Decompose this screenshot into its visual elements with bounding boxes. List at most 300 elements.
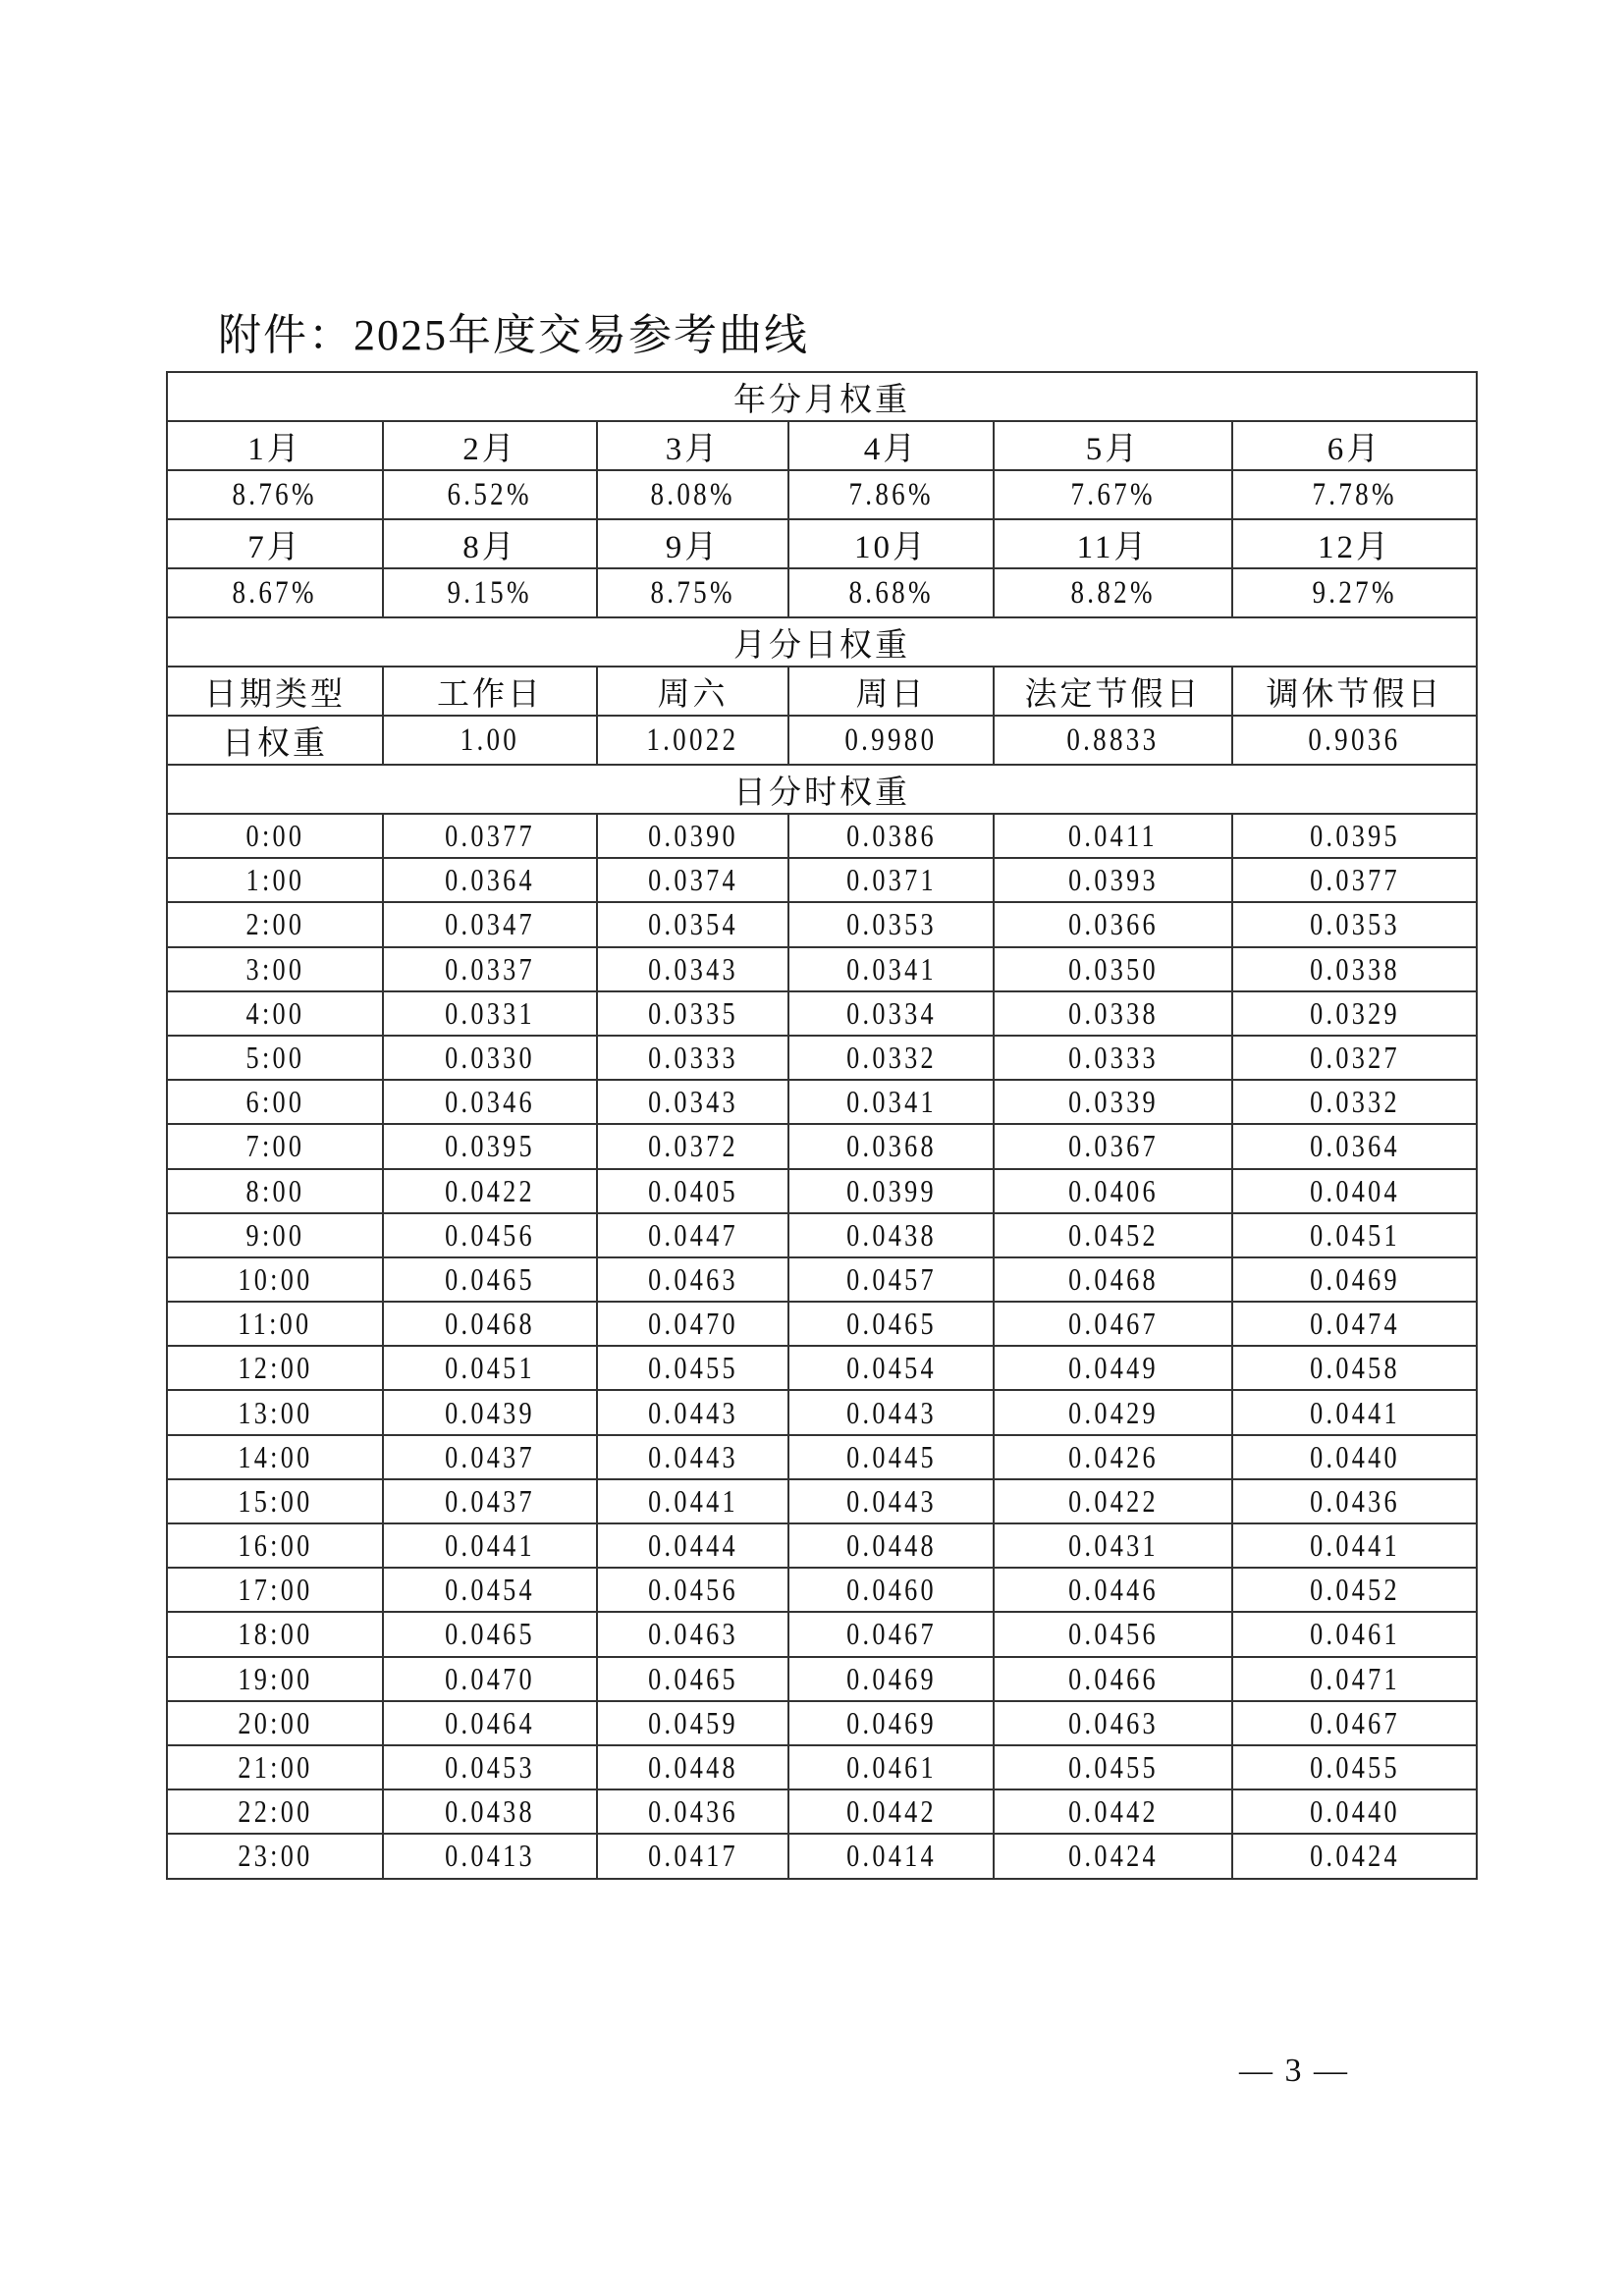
hour-weight-text: 0.0333	[1067, 1040, 1159, 1076]
hour-label-text: 13:00	[237, 1394, 313, 1430]
hour-weight	[383, 1701, 597, 1745]
hour-label-text: 22:00	[237, 1793, 313, 1830]
hour-label-text: 20:00	[237, 1704, 313, 1740]
hour-weight	[788, 1302, 994, 1346]
hour-weight	[1232, 1169, 1477, 1213]
hour-weight-text: 0.0335	[647, 994, 738, 1031]
hour-weight	[383, 947, 597, 991]
month-weight-row	[167, 568, 1477, 617]
hour-label-text: 8:00	[245, 1172, 304, 1208]
month-weight	[788, 568, 994, 617]
hour-weight-text: 0.0470	[445, 1660, 535, 1696]
month-label	[383, 421, 597, 470]
hour-weight	[788, 1789, 994, 1834]
hour-weight-text: 0.0452	[1067, 1216, 1159, 1253]
hour-weight-text: 0.0424	[1309, 1838, 1400, 1874]
section-header-row	[167, 372, 1477, 421]
hour-label	[167, 858, 383, 902]
hour-weight	[383, 1169, 597, 1213]
section-header-row	[167, 765, 1477, 814]
hour-label-text: 6:00	[245, 1084, 304, 1120]
hour-weight-text: 0.0468	[445, 1306, 535, 1342]
hour-weight	[383, 1302, 597, 1346]
hour-weight	[383, 1834, 597, 1878]
hour-weight	[1232, 1479, 1477, 1523]
hour-label-text: 1:00	[245, 862, 304, 898]
hour-label	[167, 1302, 383, 1346]
hour-weight-text: 0.0437	[445, 1482, 535, 1519]
month-label-text: 11月	[1076, 529, 1150, 565]
hour-weight	[788, 1701, 994, 1745]
month-label	[1232, 421, 1477, 470]
hour-weight-text: 0.0443	[647, 1438, 738, 1474]
hour-weight	[597, 1036, 788, 1080]
hour-label	[167, 1080, 383, 1124]
hour-weight	[788, 1479, 994, 1523]
hour-weight-text: 0.0413	[445, 1838, 535, 1874]
hour-weight-text: 0.0467	[1309, 1704, 1400, 1740]
hour-label-text: 3:00	[245, 950, 304, 987]
hour-label-text: 18:00	[237, 1616, 313, 1652]
month-label	[994, 519, 1232, 568]
hour-weight-text: 0.0467	[845, 1616, 937, 1652]
hour-label	[167, 1657, 383, 1701]
hour-weight	[994, 902, 1232, 946]
section-title-monthly-text: 年分月权重	[733, 382, 911, 418]
hour-weight-text: 0.0332	[845, 1040, 937, 1076]
day-weight-value	[788, 716, 994, 765]
hour-weight	[1232, 1390, 1477, 1434]
hour-weight-text: 0.0446	[1067, 1572, 1159, 1608]
day-weight-value	[383, 716, 597, 765]
month-weight	[1232, 470, 1477, 519]
day-weight-label	[167, 716, 383, 765]
month-weight-text: 9.27%	[1312, 574, 1397, 611]
hour-weight	[994, 1435, 1232, 1479]
hour-weight-text: 0.0468	[1067, 1260, 1159, 1297]
hour-weight-text: 0.0422	[1067, 1482, 1159, 1519]
hour-weight-text: 0.0372	[647, 1128, 738, 1164]
hour-weight	[994, 1390, 1232, 1434]
hour-weight	[1232, 1523, 1477, 1568]
hour-label	[167, 991, 383, 1036]
month-label-text: 10月	[854, 529, 928, 565]
hour-row	[167, 1745, 1477, 1789]
hour-weight	[1232, 1657, 1477, 1701]
hour-weight-text: 0.0451	[445, 1350, 535, 1386]
month-weight	[383, 568, 597, 617]
hour-label-text: 19:00	[237, 1660, 313, 1696]
month-label-row	[167, 519, 1477, 568]
hour-weight	[994, 1568, 1232, 1612]
hour-weight-text: 0.0441	[647, 1482, 738, 1519]
hour-weight-text: 0.0451	[1309, 1216, 1400, 1253]
month-label-text: 7月	[247, 529, 302, 565]
hour-weight	[788, 1213, 994, 1257]
hour-label	[167, 1390, 383, 1434]
hour-row	[167, 991, 1477, 1036]
hour-weight	[597, 1257, 788, 1302]
hour-weight	[1232, 947, 1477, 991]
month-weight-text: 9.15%	[447, 574, 533, 611]
hour-weight	[1232, 1568, 1477, 1612]
hour-weight-text: 0.0447	[647, 1216, 738, 1253]
hour-row	[167, 1213, 1477, 1257]
hour-weight-text: 0.0399	[845, 1172, 937, 1208]
hour-weight	[597, 1124, 788, 1168]
hour-weight-text: 0.0444	[647, 1527, 738, 1564]
hour-row	[167, 1257, 1477, 1302]
hour-row	[167, 1657, 1477, 1701]
hour-weight	[994, 1346, 1232, 1390]
hour-weight	[994, 1834, 1232, 1878]
hour-weight-text: 0.0331	[445, 994, 535, 1031]
hour-weight-text: 0.0346	[445, 1084, 535, 1120]
month-weight-text: 8.67%	[232, 574, 318, 611]
hour-weight	[383, 858, 597, 902]
month-label-text: 4月	[863, 431, 919, 467]
hour-weight	[788, 814, 994, 858]
hour-label	[167, 1213, 383, 1257]
hour-weight-text: 0.0371	[845, 862, 937, 898]
month-weight-text: 7.86%	[848, 476, 934, 512]
hour-weight-text: 0.0338	[1309, 950, 1400, 987]
hour-weight	[1232, 858, 1477, 902]
hour-weight	[1232, 1036, 1477, 1080]
hour-weight	[383, 1435, 597, 1479]
hour-weight-text: 0.0343	[647, 1084, 738, 1120]
month-label	[994, 421, 1232, 470]
hour-label	[167, 1568, 383, 1612]
hour-weight-text: 0.0465	[845, 1306, 937, 1342]
hour-weight-text: 0.0426	[1067, 1438, 1159, 1474]
hour-weight	[597, 1789, 788, 1834]
hour-weight	[994, 1523, 1232, 1568]
hour-weight-text: 0.0460	[845, 1572, 937, 1608]
hour-weight-text: 0.0471	[1309, 1660, 1400, 1696]
month-label-row	[167, 421, 1477, 470]
hour-weight	[788, 1169, 994, 1213]
month-label	[788, 421, 994, 470]
hour-weight-text: 0.0465	[445, 1616, 535, 1652]
hour-weight	[788, 1346, 994, 1390]
hour-weight	[597, 1612, 788, 1656]
hour-weight-text: 0.0456	[1067, 1616, 1159, 1652]
hour-row	[167, 947, 1477, 991]
hour-weight	[597, 991, 788, 1036]
hour-label-text: 7:00	[245, 1128, 304, 1164]
hour-weight	[788, 1036, 994, 1080]
month-weight	[383, 470, 597, 519]
hour-weight	[788, 1657, 994, 1701]
hour-weight-text: 0.0441	[1309, 1527, 1400, 1564]
hour-weight	[597, 1657, 788, 1701]
day-weight-row	[167, 716, 1477, 765]
hour-weight	[383, 1612, 597, 1656]
hour-weight	[597, 1390, 788, 1434]
hour-weight	[1232, 1435, 1477, 1479]
hour-weight-text: 0.0456	[647, 1572, 738, 1608]
hour-row	[167, 1302, 1477, 1346]
hour-weight-text: 0.0442	[845, 1793, 937, 1830]
hour-row	[167, 1612, 1477, 1656]
hour-row	[167, 1834, 1477, 1878]
hour-weight	[994, 1036, 1232, 1080]
hour-weight	[994, 858, 1232, 902]
day-weight-value-text: 1.00	[460, 721, 520, 758]
hour-weight	[994, 1169, 1232, 1213]
hour-row	[167, 1036, 1477, 1080]
hour-weight-text: 0.0439	[445, 1394, 535, 1430]
hour-weight	[597, 902, 788, 946]
hour-weight-text: 0.0364	[1309, 1128, 1400, 1164]
hour-weight	[994, 1789, 1232, 1834]
hour-weight-text: 0.0329	[1309, 994, 1400, 1031]
day-type-header	[597, 667, 788, 716]
hour-weight	[994, 1302, 1232, 1346]
hour-weight	[788, 1390, 994, 1434]
month-weight	[994, 470, 1232, 519]
day-weight-value	[994, 716, 1232, 765]
hour-weight	[383, 1124, 597, 1168]
hour-weight-text: 0.0422	[445, 1172, 535, 1208]
hour-weight	[788, 1257, 994, 1302]
hour-weight	[994, 1257, 1232, 1302]
hour-weight-text: 0.0333	[647, 1040, 738, 1076]
hour-weight	[597, 1745, 788, 1789]
hour-label-text: 23:00	[237, 1838, 313, 1874]
hour-label-text: 5:00	[245, 1040, 304, 1076]
hour-weight-text: 0.0338	[1067, 994, 1159, 1031]
month-label-text: 12月	[1318, 529, 1392, 565]
hour-label	[167, 1701, 383, 1745]
hour-weight	[383, 1568, 597, 1612]
hour-weight	[383, 1346, 597, 1390]
hour-weight-text: 0.0341	[845, 950, 937, 987]
hour-label-text: 0:00	[245, 818, 304, 854]
hour-weight	[788, 1435, 994, 1479]
hour-weight-text: 0.0438	[445, 1793, 535, 1830]
month-weight-text: 6.52%	[447, 476, 533, 512]
hour-label	[167, 814, 383, 858]
hour-weight-text: 0.0339	[1067, 1084, 1159, 1120]
month-weight-text: 8.75%	[650, 574, 735, 611]
hour-weight	[994, 814, 1232, 858]
hour-weight-text: 0.0465	[647, 1660, 738, 1696]
hour-label-text: 4:00	[245, 994, 304, 1031]
hour-label-text: 17:00	[237, 1572, 313, 1608]
hour-weight-text: 0.0347	[445, 906, 535, 942]
hour-weight	[383, 1080, 597, 1124]
month-label	[167, 421, 383, 470]
hour-weight-text: 0.0429	[1067, 1394, 1159, 1430]
section-title-hourly-text: 日分时权重	[733, 774, 911, 811]
hour-row	[167, 858, 1477, 902]
hour-weight-text: 0.0454	[445, 1572, 535, 1608]
hour-weight	[597, 1435, 788, 1479]
hour-weight-text: 0.0474	[1309, 1306, 1400, 1342]
day-weight-value	[597, 716, 788, 765]
document-title: 附件：2025年度交易参考曲线	[218, 311, 809, 359]
hour-weight	[383, 1479, 597, 1523]
hour-weight	[994, 1124, 1232, 1168]
hour-row	[167, 1789, 1477, 1834]
day-type-header	[994, 667, 1232, 716]
day-weight-value	[1232, 716, 1477, 765]
hour-weight-text: 0.0453	[445, 1749, 535, 1786]
hour-label	[167, 1435, 383, 1479]
hour-label	[167, 1479, 383, 1523]
hour-weight	[383, 1657, 597, 1701]
hour-row	[167, 1124, 1477, 1168]
hour-weight	[383, 1213, 597, 1257]
month-weight-text: 7.78%	[1312, 476, 1397, 512]
hour-weight	[383, 991, 597, 1036]
hour-weight-text: 0.0395	[445, 1128, 535, 1164]
hour-weight	[383, 1789, 597, 1834]
hour-weight	[994, 991, 1232, 1036]
hour-weight-text: 0.0442	[1067, 1793, 1159, 1830]
hour-weight-text: 0.0436	[647, 1793, 738, 1830]
hour-weight-text: 0.0395	[1309, 818, 1400, 854]
hour-weight	[994, 1701, 1232, 1745]
hour-weight-text: 0.0330	[445, 1040, 535, 1076]
hour-weight	[994, 947, 1232, 991]
hour-weight-text: 0.0443	[647, 1394, 738, 1430]
hour-label-text: 21:00	[237, 1749, 313, 1786]
reference-curve-table	[166, 371, 1478, 1880]
month-label	[597, 519, 788, 568]
hour-weight	[788, 1124, 994, 1168]
hour-weight-text: 0.0456	[445, 1216, 535, 1253]
hour-row	[167, 1523, 1477, 1568]
hour-label-text: 15:00	[237, 1482, 313, 1519]
month-label	[597, 421, 788, 470]
hour-weight-text: 0.0443	[845, 1394, 937, 1430]
hour-weight-text: 0.0438	[845, 1216, 937, 1253]
hour-label	[167, 1789, 383, 1834]
hour-weight	[1232, 991, 1477, 1036]
hour-weight	[597, 1346, 788, 1390]
hour-weight	[383, 902, 597, 946]
hour-weight-text: 0.0449	[1067, 1350, 1159, 1386]
hour-weight	[1232, 1834, 1477, 1878]
hour-weight-text: 0.0406	[1067, 1172, 1159, 1208]
hour-weight-text: 0.0367	[1067, 1128, 1159, 1164]
hour-label	[167, 1257, 383, 1302]
month-label	[1232, 519, 1477, 568]
month-label	[167, 519, 383, 568]
hour-weight	[597, 1701, 788, 1745]
month-weight-text: 7.67%	[1070, 476, 1156, 512]
hour-weight-text: 0.0448	[647, 1749, 738, 1786]
month-label-text: 6月	[1326, 431, 1382, 467]
day-type-header-text: 工作日	[437, 676, 543, 713]
hour-weight	[1232, 1789, 1477, 1834]
hour-weight-text: 0.0414	[845, 1838, 937, 1874]
hour-weight-text: 0.0455	[647, 1350, 738, 1386]
hour-weight-text: 0.0461	[845, 1749, 937, 1786]
hour-label	[167, 947, 383, 991]
day-weight-value-text: 0.9036	[1308, 721, 1401, 758]
month-label-text: 2月	[462, 431, 517, 467]
day-weight-label-text: 日权重	[222, 725, 328, 762]
hour-weight-text: 0.0469	[1309, 1260, 1400, 1297]
hour-weight	[994, 1612, 1232, 1656]
hour-weight-text: 0.0390	[647, 818, 738, 854]
hour-weight	[1232, 1612, 1477, 1656]
month-weight	[167, 568, 383, 617]
hour-weight-text: 0.0404	[1309, 1172, 1400, 1208]
month-weight	[597, 568, 788, 617]
hour-weight	[994, 1479, 1232, 1523]
day-type-header-text: 周日	[855, 676, 927, 713]
hour-weight-text: 0.0459	[647, 1704, 738, 1740]
hour-weight	[994, 1080, 1232, 1124]
hour-weight	[597, 1080, 788, 1124]
hour-weight-text: 0.0461	[1309, 1616, 1400, 1652]
hour-weight-text: 0.0437	[445, 1438, 535, 1474]
day-weight-value-text: 1.0022	[646, 721, 739, 758]
hour-weight	[1232, 1257, 1477, 1302]
day-type-header	[167, 667, 383, 716]
hour-weight-text: 0.0440	[1309, 1793, 1400, 1830]
hour-label	[167, 1745, 383, 1789]
hour-weight	[1232, 902, 1477, 946]
day-type-header-text: 调休节假日	[1266, 676, 1443, 713]
hour-weight	[383, 1036, 597, 1080]
hour-weight-text: 0.0341	[845, 1084, 937, 1120]
hour-row	[167, 1479, 1477, 1523]
month-label	[788, 519, 994, 568]
hour-label-text: 11:00	[238, 1306, 312, 1342]
hour-weight	[597, 1213, 788, 1257]
hour-weight-text: 0.0457	[845, 1260, 937, 1297]
hour-weight	[597, 947, 788, 991]
hour-weight-text: 0.0374	[647, 862, 738, 898]
hour-weight	[1232, 1302, 1477, 1346]
hour-label	[167, 902, 383, 946]
hour-label	[167, 1612, 383, 1656]
day-weight-value-text: 0.9980	[844, 721, 938, 758]
hour-weight-text: 0.0455	[1309, 1749, 1400, 1786]
hour-weight	[788, 947, 994, 991]
hour-label-text: 16:00	[237, 1527, 313, 1564]
hour-weight-text: 0.0354	[647, 906, 738, 942]
hour-weight-text: 0.0463	[647, 1616, 738, 1652]
hour-weight	[788, 991, 994, 1036]
hour-weight-text: 0.0377	[445, 818, 535, 854]
section-title-daily-text: 月分日权重	[733, 627, 911, 664]
month-weight-row	[167, 470, 1477, 519]
hour-weight	[597, 1523, 788, 1568]
hour-weight-text: 0.0458	[1309, 1350, 1400, 1386]
hour-weight-text: 0.0470	[647, 1306, 738, 1342]
month-label-text: 5月	[1085, 431, 1141, 467]
hour-row	[167, 1346, 1477, 1390]
hour-weight	[597, 1302, 788, 1346]
hour-row	[167, 1568, 1477, 1612]
hour-label-text: 12:00	[237, 1350, 313, 1386]
hour-weight-text: 0.0454	[845, 1350, 937, 1386]
month-label-text: 1月	[247, 431, 302, 467]
hour-weight-text: 0.0386	[845, 818, 937, 854]
section-title-hourly	[167, 765, 1477, 814]
hour-weight	[788, 1080, 994, 1124]
hour-label-text: 10:00	[237, 1260, 313, 1297]
hour-weight-text: 0.0405	[647, 1172, 738, 1208]
hour-weight-text: 0.0469	[845, 1660, 937, 1696]
